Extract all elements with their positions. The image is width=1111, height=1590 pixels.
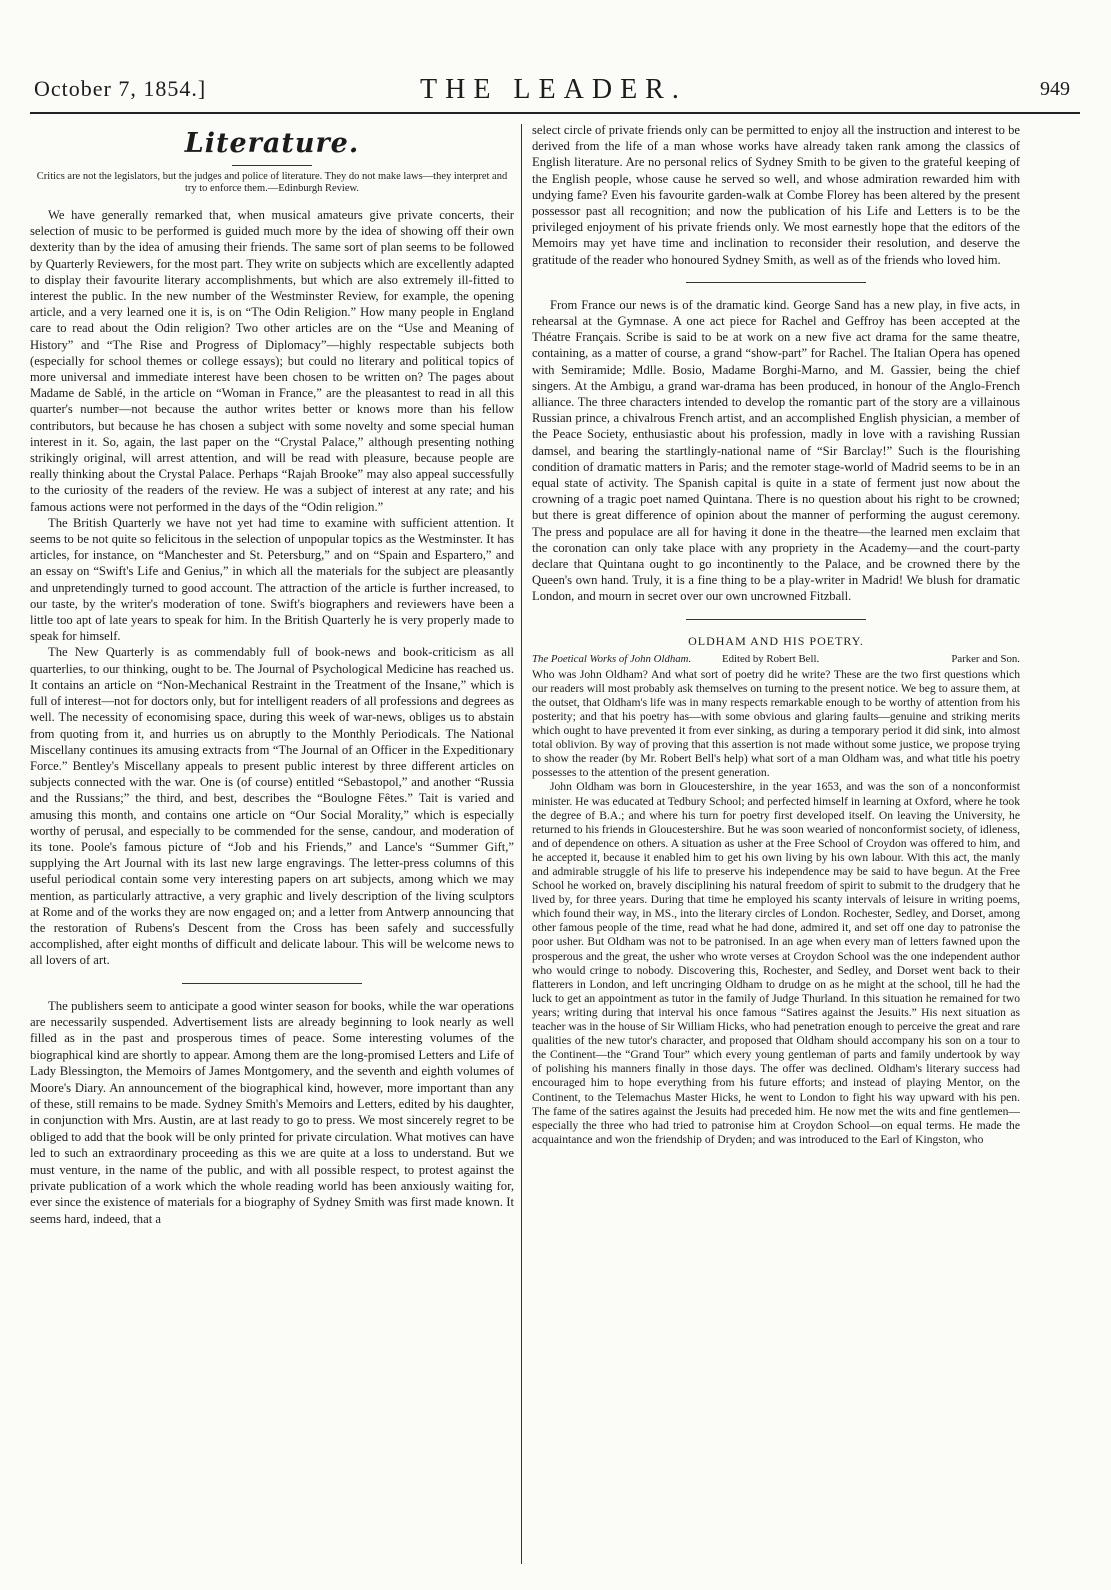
column-divider [521,124,522,1564]
book-title: The Poetical Works of John Oldham. [532,652,692,665]
issue-date: October 7, 1854.] [34,76,207,101]
paragraph: We have generally remarked that, when musical amateurs give private concerts, their selection of music to be performed is guided much more by the idea of showing off their own dexterity than by the idea of amusing their friends. The same sort of plan seems to be followed by Quarterly Reviewers, for the most part. They write on subjects which are excellently adapted to display their favourite literary accomplishments, but which are also extremely ill-fitted to interest the public. In the new number of the Westminster Review, for example, the opening article, and a very learned one it is, is on “The Odin Religion.” How many people in England care to read about the Odin religion? Two other articles are on the “Use and Meaning of History” and “The Rise and Progress of Diplomacy”—highly respectable subjects both (especially for school themes or college essays); but could no literary and political topics of more universal and immediate interest have been chosen to be written on? The pages about Madame de Sablé, in the article on “Woman in France,” are the pleasantest to read in all this quarter's number—not because the author writes better or knows more than his fellow contributors, but because he has chosen a subject with some novelty and some special human interest in it. So, again, the last paper on the “Crystal Palace,” although presenting nothing strikingly original, will arrest attention, and will be read with pleasure, because people are really thinking about the Crystal Palace. Perhaps “Rajah Brooke” may also appeal successfully to the curiosity of the readers of the review. He was a subject of interest at any rate; and his famous actions were not performed in the days of the “Odin religion.” [30,208,514,514]
separator-rule [686,282,866,283]
paragraph: The publishers seem to anticipate a good winter season for books, while the war operations are necessarily suspended. Advertisement lists are already beginning to look nearly as well filled as in the past and prosperous times of peace. Some interesting volumes of the biographical kind are shortly to appear. Among them are the long-promised Letters and Life of Lady Blessington, the Memoirs of James Montgomery, and the seventh and eighth volumes of Moore's Diary. An announcement of the biographical kind, however, more important than any of these, still remains to be made. Sydney Smith's Memoirs and Letters, edited by his daughter, in conjunction with Mrs. Austin, are at last ready to go to press. We most sincerely regret to be obliged to add that the book will be only printed for private circulation. What motives can have led to such an extraordinary proceeding as this we are quite at a loss to understand. But we must venture, in the name of the public, and with all possible respect, to protest against the private publication of a work which the whole reading world has been anxiously waiting for, ever since the existence of materials for a biography of Sydney Smith was first made known. It seems hard, indeed, that a [30,998,514,1226]
masthead-rule [30,112,1080,114]
separator-rule [182,983,362,984]
paragraph: Who was John Oldham? And what sort of poetry did he write? These are the two first questions which our readers will most probably ask themselves on turning to the present notice. We beg to assure them, at the outset, that Oldham's life was in many respects remarkable enough to be worthy of attention from his posterity; and that his poetry has—with some obvious and glaring faults—genuine and striking merits which ought to have prevented it from ever sinking, as during a temporary period it did sink, into almost total oblivion. By way of proving that this assertion is not made without some justice, we propose trying to show the reader (by Mr. Robert Bell's help) what sort of a man Oldham was, and what title his poetry possesses to the attention of the present generation. [532,667,1020,780]
article-byline [532,652,1020,666]
heading-rule [232,165,312,166]
page-number: 949 [1040,78,1070,100]
paragraph: select circle of private friends only can be permitted to enjoy all the instruction and interest to be derived from the life of a man whose works have already taken rank among the classics of English literature. Are no personal relics of Sydney Smith to be given to the grateful keeping of the English people, whose cause he served so well, and whose admiration rewarded him with undying fame? Even his favourite garden-walk at Combe Florey has been altered by the present possessor past all recognition; and now the publication of his Life and Letters is to be the privileged enjoyment of his private friends only. We most earnestly hope that the editors of the Memoirs may yet have time and inclination to reconsider their resolution, and deserve the gratitude of the reader who honoured Sydney Smith, as well as of the friends who loved him. [532,123,1020,267]
paragraph: John Oldham was born in Gloucestershire, in the year 1653, and was the son of a nonconformist minister. He was educated at Tedbury School; and perfected himself in learning at Oxford, where he took the degree of B.A.; and where his turn for poetry first developed itself. On leaving the University, he returned to his friends in Gloucestershire. But he was soon wearied of nonconformist society, of idleness, and of dependence on others. A situation as usher at the Free School of Croydon was offered to him, and he accepted it, because it enabled him to get his own living by his own labour. With this act, the manly and admirable struggle of his life to preserve his independence may be said to have begun. At the Free School he worked on, bravely disciplining his natural freedom of spirit to submit to the drudgery that he lived by, for three years. During that time he employed his scanty intervals of leisure in writing poems, which found their way, in MS., into the literary circles of London. Rochester, Sedley, and Dorset, among other famous people of the time, read what he had done, admired it, and set off one day to patronise the poor usher. But Oldham was not to be patronised. In an age when every man of letters fawned upon the prosperous and the great, the usher who wrote verses at Croydon School was the one independent author who would cringe to nobody. Discovering this, Rochester, and Sedley, and Dorset went back to their flatterers in London, and left uncringing Oldham to drudge on as he might at the school, till he had the luck to get an appointment as tutor in the family of Judge Thurland. In this situation he remained for two years; writing during that interval his once famous “Satires against the Jesuits.” His next situation as teacher was in the house of Sir William Hicks, who had penetration enough to perceive the great and rare qualities of the new tutor's character, and proposed that Oldham should accompany his son on a tour to the Continent—the “Grand Tour” which every young gentleman of parts and family undertook by way of polishing his manners finally in those days. The offer was declined. Oldham's literary success had encouraged him to hope everything from his future efforts; and instead of playing Mentor, on the Continent, to the Telemachus Master Hicks, he went to London to fight his way upward with his pen. The fame of the satires against the Jesuits had preceded him. He now met the wits and fine gentlemen—especially the three who had tried to patronise him at Croydon School—on equal terms. He made the acquaintance and won the friendship of Dryden; and was introduced to the Earl of Kingston, who [532,780,1020,1146]
masthead [30,74,1080,108]
newspaper-title: THE LEADER. [420,74,687,105]
separator-rule [686,619,866,620]
book-editor: Edited by Robert Bell. [722,652,820,665]
epigraph: Critics are not the legislators, but the judges and police of literature. They do not make laws—they interpret and try to enforce them.—Edinburgh Review. [36,171,508,194]
section-heading: Literature. [184,128,360,159]
left-column [30,122,514,1567]
paragraph: From France our news is of the dramatic kind. George Sand has a new play, in five acts, in rehearsal at the Gymnase. A one act piece for Rachel and Geffroy has been accepted at the Théatre Français. Scribe is said to be at work on a new five act drama for the same theatre, containing, as a matter of course, a grand “show-part” for Rachel. The Italian Opera has opened with Semiramide; Mdlle. Bosio, Madame Borghi-Marno, and M. Gassier, being the chief singers. At the Ambigu, a grand war-drama has been produced, in honour of the Anglo-French alliance. The three characters intended to develop the romantic part of the story are a villainous Russian prince, a chivalrous French artist, and an accomplished English physician, a member of the Peace Society, enthusiastic about his profession, madly in love with a ravishing Russian damsel, and bearing the startlingly-national name of “Sir Barclay!” Such is the flourishing condition of dramatic matters in Paris; and the remoter stage-world of Madrid seems to be in an equal state of activity. The Spanish capital is quite in a state of ferment just now about the crowning of a tragic poet named Quintana. There is no question about his right to be crowned; but there is great difference of opinion about the manner of performing the august ceremony. The press and populace are all for having it done in the theatre—the learned men exclaim that the coronation can only take place with any propriety in the Academy—and the court-party declare that Quintana ought to go incontinently to the Palace, and be crowned there by the Queen's own hand. Truly, it is a fine thing to be a play-writer in Madrid! We blush for dramatic London, and mourn in secret over our own uncrowned Fitzball. [532,297,1020,604]
book-publisher: Parker and Son. [951,652,1020,665]
right-column [532,122,1020,1567]
paragraph: The British Quarterly we have not yet had time to examine with sufficient attention. It seems to be not quite so felicitous in the selection of unpopular topics as the Westminster. It has articles, for instance, on “Manchester and St. Petersburg,” and on “Spain and Espartero,” and an essay on “Swift's Life and Genius,” in which all the materials for the subject are pleasantly and unpretendingly turned to good account. The attraction of the article is further increased, to our taste, by the writer's moderation of tone. Swift's biographers and reviewers have been a little too apt of late years to speak for him. In the British Quarterly he is very properly made to speak for himself. [30,515,514,644]
article-title: OLDHAM AND HIS POETRY. [688,633,864,648]
paragraph: The New Quarterly is as commendably full of book-news and book-criticism as all quarterlies, to our thinking, ought to be. The Journal of Psychological Medicine has reached us. It contains an article on “Non-Mechanical Restraint in the Treatment of the Insane,” which is full of interest—not for doctors only, but for intelligent readers of all professions and degrees as well. The necessity of economising space, during this week of war-news, obliges us to abstain from quoting from it, and hurries us on abruptly to the Monthly Periodicals. The National Miscellany continues its amusing extracts from “The Journal of an Officer in the Expeditionary Force.” Bentley's Miscellany appeals to present public interest by three different articles on subjects connected with the war. One is (of course) entitled “Sebastopol,” and another “Russia and the Russians;” the third, and best, describes the “Boulogne Fêtes.” Tait is varied and amusing this month, and contains one article on “Our Social Morality,” which is especially worthy of perusal, and especially to be commended for the sense, candour, and moderation of its tone. Poole's famous picture of “Job and his Friends,” and Lance's “Summer Gift,” supplying the Art Journal with its last new large engravings. The letter-press columns of this useful periodical contain some very interesting papers on art subjects, among which we may mention, as particularly attractive, a very graphic and lively description of the living sculptors at Rome and of the works they are now engaged on; and a letter from Antwerp announcing that the restoration of Rubens's Descent from the Cross has been safely and successfully accomplished, after eight months of difficult and delicate labour. This will be welcome news to all lovers of art. [30,645,514,968]
